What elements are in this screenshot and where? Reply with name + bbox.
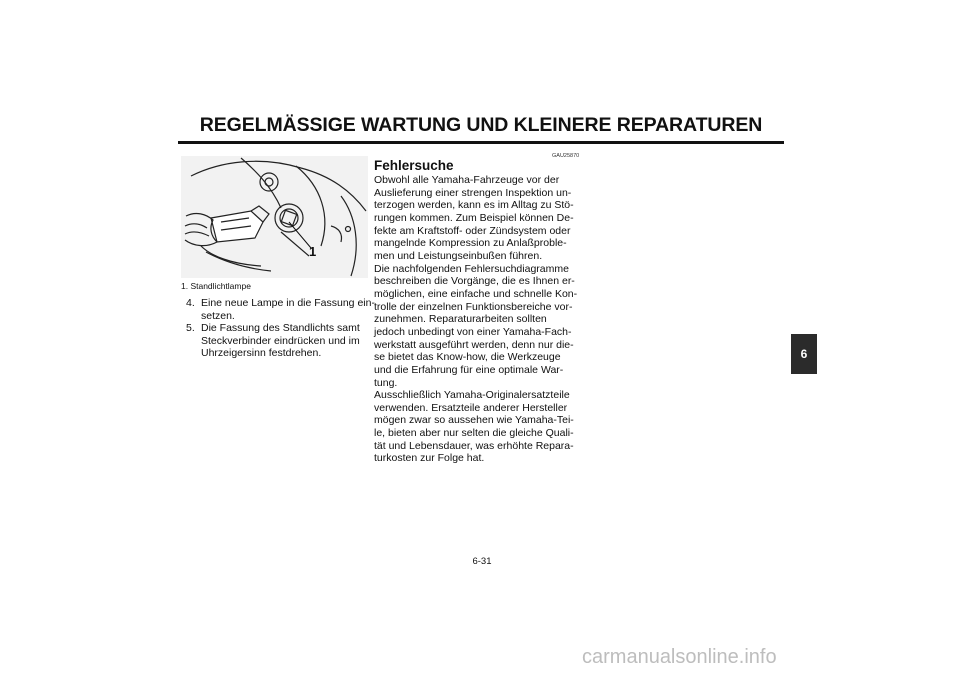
step-number: 4. (186, 297, 195, 309)
step-number: 5. (186, 322, 195, 335)
section-body: Obwohl alle Yamaha-Fahrzeuge vor der Auslieferung einer strengen Inspektion un- terzogen werden, kann es im Alltag zu Stö- rungen kommen. Zum Beispiel können De- fekte am Kraftstoff- oder Zündsystem oder mangelnde Kompression zu Anlaßproble- men und Leistungseinbußen führen. Die nachfolgenden Fehlersuchdiagramme beschreiben die Vorgänge, die es Ihnen er- möglichen, eine einfache und schnelle Kon- trolle der einzelnen Funktionsbereiche vor- zunehmen. Reparaturarbeiten sollten jedoch unbedingt von einer Yamaha-Fach- werkstatt ausgeführt werden, denn nur die- se bietet das Know-how, die Werkzeuge und die Erfahrung für eine optimale War- tung. Ausschließlich Yamaha-Originalersatzteile verwenden. Ersatzteile anderer Hersteller mögen zwar so aussehen wie Yamaha-Tei- le, bieten aber nur selten die gleiche Quali- tät und Lebensdauer, was erhöhte Repara- turkosten zur Folge hat. (374, 174, 578, 465)
page-number: 6-31 (472, 556, 492, 567)
step-item (186, 322, 368, 360)
step-item (186, 297, 375, 322)
figure-callout-label: 1 (309, 244, 317, 259)
standlicht-illustration (181, 156, 368, 278)
step-text: Die Fassung des Standlichts samt Steckverbinder eindrücken und im Uhrzeigersinn festdrehen. (201, 322, 360, 360)
header-rule (178, 141, 784, 144)
bulb-socket-drawing (181, 156, 368, 278)
chapter-tab: 6 (791, 334, 817, 374)
section-code: GAU25870 (552, 153, 580, 159)
instruction-steps (186, 297, 375, 360)
figure-caption: 1. Standlichtlampe (181, 281, 251, 291)
section-title: Fehlersuche (374, 158, 454, 173)
step-text: Eine neue Lampe in die Fassung ein- setzen. (201, 297, 375, 322)
page-header-title: REGELMÄSSIGE WARTUNG UND KLEINERE REPARATUREN (199, 114, 763, 136)
watermark: carmanualsonline.info (582, 646, 777, 668)
